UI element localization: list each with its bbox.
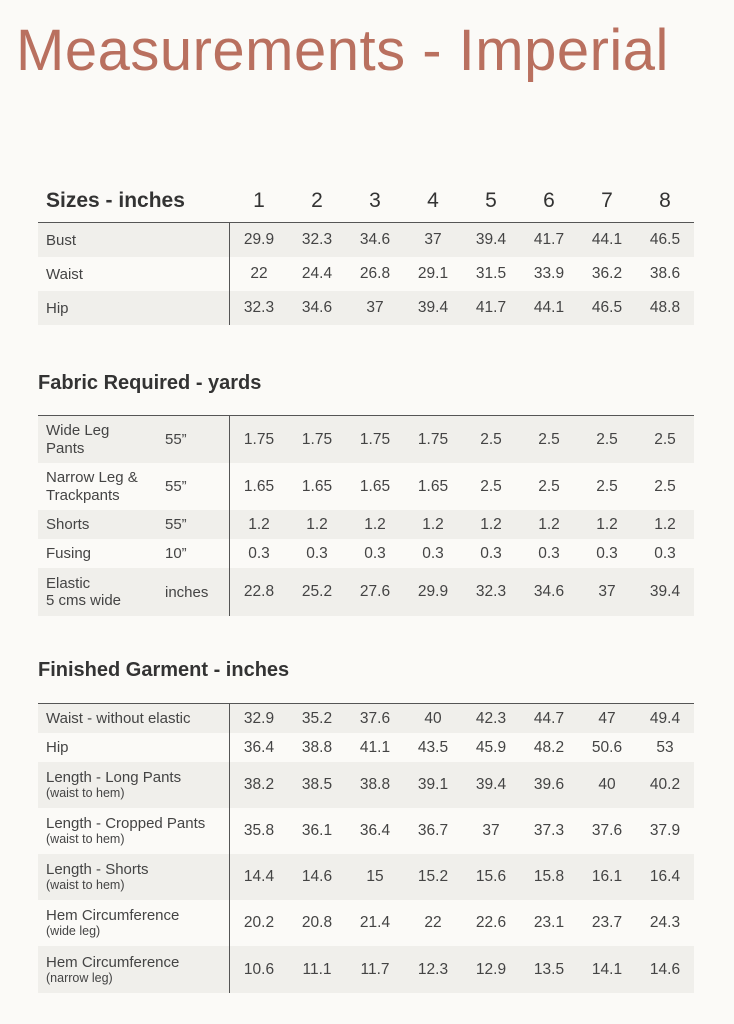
row-label-text: [46, 769, 181, 801]
table-cell: 53: [656, 738, 674, 756]
sizes-header-label: Sizes - inches: [46, 189, 185, 212]
table-cell: 13.5: [533, 960, 565, 978]
table-cell: 45.9: [475, 738, 507, 756]
row-label-text: [46, 516, 89, 533]
row-label-main: Length - Cropped Pants: [46, 815, 206, 833]
table-cell: 41.1: [359, 738, 391, 756]
table-row: [38, 257, 694, 291]
table-row: [38, 463, 694, 510]
table-cell: 38.5: [301, 776, 333, 793]
row-label-main: Length - Long Pants: [46, 769, 182, 787]
table-cell: 42.3: [475, 709, 507, 727]
table-row: [38, 854, 694, 900]
row-label: [38, 568, 230, 616]
table-cell: 12.9: [475, 960, 507, 978]
table-cell: 29.1: [417, 265, 449, 282]
row-label: [38, 762, 230, 808]
table-row: [38, 291, 694, 325]
table-cell: 0.3: [654, 544, 676, 562]
table-cell: 46.5: [649, 231, 681, 248]
row-cells: [230, 822, 694, 840]
row-label-sub: (narrow leg): [46, 970, 113, 985]
table-cell: 35.8: [243, 822, 275, 839]
table-row: [38, 733, 694, 762]
table-cell: 14.1: [591, 960, 623, 978]
finished-table: [38, 703, 694, 993]
table-cell: 44.7: [533, 709, 565, 727]
row-label: Bust: [38, 223, 230, 257]
table-cell: 2.5: [596, 477, 618, 495]
table-cell: 39.4: [649, 583, 681, 600]
fabric-section-title: Fabric Required - yards: [38, 372, 262, 394]
page-title: Measurements - Imperial: [16, 18, 669, 83]
row-label-line1: Narrow Leg &: [46, 469, 138, 487]
table-cell: 37: [482, 822, 500, 839]
fabric-width: 55”: [165, 431, 187, 448]
fabric-width: 55”: [165, 478, 187, 495]
table-cell: 15.2: [417, 868, 449, 885]
table-cell: 37.9: [649, 822, 681, 839]
row-label: [38, 854, 230, 900]
table-cell: 0.3: [248, 544, 270, 562]
row-label: [38, 416, 230, 463]
table-cell: 15: [366, 868, 384, 885]
fabric-width: 55”: [165, 516, 187, 533]
table-cell: 39.1: [417, 776, 449, 793]
table-cell: 31.5: [475, 265, 507, 282]
table-cell: 1.65: [359, 477, 391, 495]
table-cell: 1.75: [417, 430, 449, 448]
table-cell: 36.4: [243, 738, 275, 756]
table-cell: 40: [598, 776, 616, 793]
table-cell: 37: [424, 231, 442, 248]
table-cell: 1.75: [359, 430, 391, 448]
table-cell: 20.2: [243, 914, 275, 931]
table-cell: 0.3: [480, 544, 502, 562]
table-row: [38, 946, 694, 993]
table-cell: 38.8: [301, 738, 333, 756]
table-cell: 32.9: [243, 709, 275, 727]
table-cell: 2.5: [596, 430, 618, 448]
table-row: [38, 223, 694, 257]
table-cell: 43.5: [417, 738, 449, 756]
table-cell: 22: [250, 265, 268, 282]
table-cell: 2.5: [654, 477, 676, 495]
fabric-width: 10”: [165, 545, 187, 562]
size-column-header: 7: [601, 189, 613, 212]
table-cell: 16.1: [591, 868, 623, 885]
row-label-line1: Wide Leg: [46, 422, 110, 440]
table-cell: 11.1: [302, 960, 332, 978]
table-row: [38, 808, 694, 854]
table-cell: 32.3: [243, 299, 275, 316]
table-cell: 14.4: [243, 868, 275, 885]
row-cells: [230, 739, 694, 757]
row-label-main: Waist - without elastic: [46, 709, 191, 727]
table-cell: 0.3: [596, 544, 618, 562]
table-cell: 39.6: [533, 776, 565, 793]
row-label-text: [46, 739, 69, 756]
table-cell: 41.7: [475, 299, 507, 316]
table-cell: 39.4: [417, 299, 449, 316]
table-row: [38, 510, 694, 539]
table-cell: 11.7: [360, 960, 390, 978]
row-label: [38, 539, 230, 568]
table-cell: 1.65: [301, 477, 333, 495]
row-label-text: [46, 907, 179, 939]
table-cell: 35.2: [301, 709, 333, 727]
fabric-width: inches: [165, 583, 209, 601]
row-label-text: [46, 469, 138, 504]
table-cell: 1.65: [417, 477, 449, 495]
table-cell: 36.2: [591, 265, 623, 282]
size-column-header: 8: [659, 189, 671, 212]
table-cell: 39.4: [475, 776, 507, 793]
table-row: [38, 704, 694, 733]
finished-section-title: Finished Garment - inches: [38, 659, 290, 681]
row-cells: [230, 478, 694, 496]
table-cell: 1.2: [596, 515, 618, 533]
row-cells: [230, 583, 694, 601]
table-cell: 20.8: [301, 914, 333, 931]
table-cell: 34.6: [301, 299, 333, 316]
table-cell: 14.6: [301, 868, 333, 885]
row-cells: [230, 231, 694, 249]
row-cells: [230, 516, 694, 534]
table-cell: 0.3: [364, 544, 386, 562]
row-label: [38, 463, 230, 510]
row-label: [38, 733, 230, 762]
row-label: [38, 704, 230, 733]
table-row: [38, 416, 694, 463]
row-label-sub: (waist to hem): [46, 786, 125, 801]
table-row: [38, 539, 694, 568]
table-cell: 34.6: [533, 583, 565, 600]
table-cell: 0.3: [538, 544, 560, 562]
row-label: [38, 900, 230, 946]
table-cell: 23.1: [533, 914, 565, 931]
table-cell: 46.5: [591, 299, 623, 316]
row-cells: [230, 265, 694, 283]
row-label-text: [46, 422, 109, 457]
table-cell: 15.8: [533, 868, 565, 885]
table-cell: 26.8: [359, 265, 391, 282]
row-label-text: [46, 815, 205, 847]
table-cell: 40.2: [649, 776, 681, 793]
table-cell: 1.75: [243, 430, 275, 448]
size-column-header: 1: [253, 189, 265, 212]
row-label-line2: Pants: [46, 439, 85, 457]
table-cell: 36.1: [301, 822, 333, 839]
row-label-main: Hip: [46, 738, 69, 756]
table-cell: 38.2: [243, 776, 275, 793]
row-label-main: Length - Shorts: [46, 861, 149, 879]
row-cells: [230, 868, 694, 886]
table-row: [38, 762, 694, 808]
table-cell: 48.2: [533, 738, 565, 756]
row-cells: [230, 431, 694, 449]
sizes-header-row: [38, 180, 694, 223]
table-cell: 21.4: [359, 914, 391, 931]
size-column-header: 5: [485, 189, 497, 212]
table-cell: 48.8: [649, 299, 681, 316]
row-cells: [230, 961, 694, 979]
table-cell: 22.6: [475, 914, 507, 931]
table-cell: 33.9: [533, 265, 565, 282]
size-column-header: 4: [427, 189, 439, 212]
table-row: [38, 900, 694, 946]
table-cell: 2.5: [538, 430, 560, 448]
row-label-text: [46, 954, 179, 986]
table-cell: 23.7: [591, 914, 623, 931]
table-row: [38, 568, 694, 616]
table-cell: 1.2: [654, 515, 676, 533]
table-cell: 1.2: [480, 515, 502, 533]
row-cells: [230, 914, 694, 932]
row-label-text: [46, 710, 191, 727]
row-label-text: [46, 861, 149, 893]
row-label-line1: Shorts: [46, 515, 90, 533]
row-label-sub: (waist to hem): [46, 832, 125, 847]
row-label-line2: 5 cms wide: [46, 592, 122, 609]
row-label-line2: Trackpants: [46, 486, 120, 504]
size-column-header: 3: [369, 189, 381, 212]
row-label: Hip: [38, 291, 230, 325]
row-label-text: [46, 545, 91, 562]
table-cell: 27.6: [359, 583, 391, 600]
table-cell: 37.6: [359, 709, 391, 727]
table-cell: 2.5: [654, 430, 676, 448]
row-label-line1: Fusing: [46, 544, 92, 562]
row-label-line1: Elastic: [46, 574, 91, 592]
table-cell: 37: [598, 583, 616, 600]
table-cell: 2.5: [480, 477, 502, 495]
table-cell: 32.3: [475, 583, 507, 600]
table-cell: 29.9: [417, 583, 449, 600]
row-label-main: Hem Circumference: [46, 907, 180, 925]
table-cell: 40: [424, 709, 442, 727]
table-cell: 16.4: [649, 868, 681, 885]
size-column-header: 2: [311, 189, 323, 212]
row-label: [38, 510, 230, 539]
table-cell: 37.3: [533, 822, 565, 839]
table-cell: 15.6: [475, 868, 507, 885]
table-cell: 14.6: [649, 960, 681, 978]
table-cell: 1.2: [306, 515, 328, 533]
table-cell: 36.7: [417, 822, 449, 839]
row-label-main: Hem Circumference: [46, 953, 180, 971]
table-cell: 24.3: [649, 914, 681, 931]
table-cell: 29.9: [243, 231, 275, 248]
table-cell: 50.6: [591, 738, 623, 756]
table-cell: 49.4: [649, 709, 681, 727]
table-cell: 36.4: [359, 822, 391, 839]
table-cell: 38.8: [359, 776, 391, 793]
table-cell: 37.6: [591, 822, 623, 839]
table-cell: 10.6: [243, 960, 275, 978]
fabric-table: [38, 415, 694, 616]
table-cell: 0.3: [306, 544, 328, 562]
table-cell: 0.3: [422, 544, 444, 562]
table-cell: 44.1: [591, 231, 623, 248]
table-cell: 39.4: [475, 231, 507, 248]
table-cell: 44.1: [533, 299, 565, 316]
table-cell: 1.2: [422, 515, 444, 533]
table-cell: 32.3: [301, 231, 333, 248]
table-cell: 25.2: [301, 583, 333, 600]
table-cell: 24.4: [301, 265, 333, 282]
table-cell: 1.75: [301, 430, 333, 448]
table-cell: 38.6: [649, 265, 681, 282]
size-column-header: 6: [543, 189, 555, 212]
row-label: [38, 946, 230, 993]
row-cells: [230, 545, 694, 563]
table-cell: 2.5: [538, 477, 560, 495]
row-cells: [230, 299, 694, 317]
row-cells: [230, 710, 694, 728]
table-cell: 12.3: [417, 960, 449, 978]
table-cell: 1.2: [364, 515, 386, 533]
table-cell: 2.5: [480, 430, 502, 448]
table-cell: 22: [424, 914, 442, 931]
table-cell: 1.2: [538, 515, 560, 533]
sizes-table: [38, 180, 694, 325]
row-label-sub: (waist to hem): [46, 878, 125, 893]
table-cell: 47: [598, 709, 616, 727]
table-cell: 37: [366, 299, 384, 316]
table-cell: 41.7: [533, 231, 565, 248]
row-label: Waist: [38, 257, 230, 291]
row-cells: [230, 776, 694, 794]
table-cell: 34.6: [359, 231, 391, 248]
row-label-text: [46, 575, 121, 610]
table-cell: 1.2: [248, 515, 270, 533]
table-cell: 1.65: [243, 477, 275, 495]
row-label-sub: (wide leg): [46, 924, 101, 939]
table-cell: 22.8: [243, 583, 275, 600]
row-label: [38, 808, 230, 854]
